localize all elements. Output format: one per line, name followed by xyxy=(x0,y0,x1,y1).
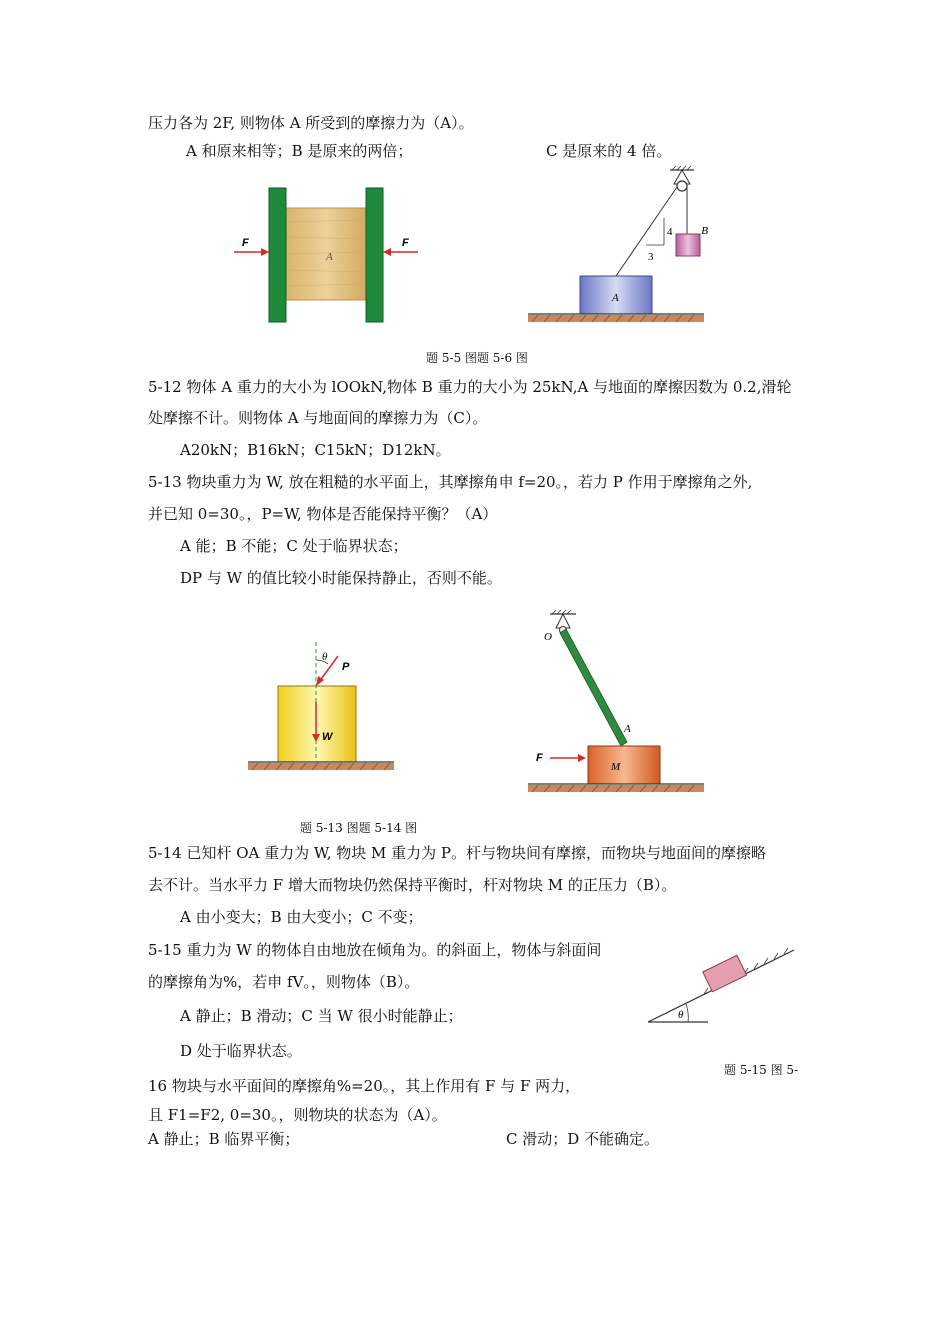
text-line: 5-12 物体 A 重力的大小为 lOOkN,物体 B 重力的大小为 25kN,A 与地面的摩擦因数为 0.2,滑轮 xyxy=(148,378,792,396)
text-line: A 静止；B 滑动；C 当 W 很小时能静止； xyxy=(180,1007,463,1025)
text-line: DP 与 W 的值比较小时能保持静止，否则不能。 xyxy=(180,569,502,587)
text-line: C 滑动；D 不能确定。 xyxy=(506,1130,660,1148)
text-line: 处摩擦不计。则物体 A 与地面间的摩擦力为（C）。 xyxy=(148,409,488,427)
f-label: F xyxy=(536,752,543,764)
text-line: 去不计。当水平力 F 增大而物块仍然保持平衡时，杆对物块 M 的正压力（B）。 xyxy=(148,876,677,894)
right-plate xyxy=(366,188,383,322)
theta-label: θ xyxy=(322,651,328,663)
figure-5-13 xyxy=(246,640,396,774)
w-label: W xyxy=(322,731,333,743)
text-line: A20kN；B16kN；C15kN；D12kN。 xyxy=(180,441,451,459)
slope-3: 3 xyxy=(648,251,654,263)
figure-caption: 题 5-5 图题 5-6 图 xyxy=(426,351,528,365)
text-line: 压力各为 2F, 则物体 A 所受到的摩擦力为（A）。 xyxy=(148,114,474,132)
block-b xyxy=(676,234,700,256)
text-line: A 静止；B 临界平衡； xyxy=(148,1130,300,1148)
figure-5-5 xyxy=(228,182,438,324)
theta-label: θ xyxy=(678,1009,684,1021)
m-label: M xyxy=(611,761,621,773)
rod-oa xyxy=(560,629,627,746)
text-line-clipped: C 是原来的 4 倍。 xyxy=(546,142,672,160)
text-line: 5-14 已知杆 OA 重力为 W, 物块 M 重力为 P。杆与物块间有摩擦，而物块与地面间的摩擦略 xyxy=(148,844,766,862)
text-line: D 处于临界状态。 xyxy=(180,1042,302,1060)
text-line-clipped: A 和原来相等；B 是原来的两倍； xyxy=(186,142,413,160)
force-label-left: F xyxy=(242,237,249,249)
label-a: A xyxy=(612,292,619,304)
incline-block xyxy=(703,955,747,991)
text-line: 并已知 0=30。，P=W, 物体是否能保持平衡？（A） xyxy=(148,505,498,523)
left-plate xyxy=(269,188,286,322)
p-label: P xyxy=(342,661,350,673)
text-line: 5-13 物块重力为 W, 放在粗糙的水平面上，其摩擦角申 f=20。，若力 P 作用于摩擦角之外, xyxy=(148,473,753,491)
text-line: 16 物块与水平面间的摩擦角%=20。，其上作用有 F 与 F 两力， xyxy=(148,1077,581,1095)
a-label: A xyxy=(624,723,631,735)
text-line: A 能；B 不能；C 处于临界状态； xyxy=(180,537,408,555)
figure-5-14 xyxy=(526,608,706,798)
block-m xyxy=(588,746,660,784)
block-label: A xyxy=(326,251,333,263)
yellow-block xyxy=(278,686,356,762)
text-line: 的摩擦角为%，若申 fV。，则物体（B）。 xyxy=(148,973,420,991)
figure-caption: 题 5-15 图 5- xyxy=(724,1063,799,1077)
figure-5-15 xyxy=(644,944,798,1028)
force-label-right: F xyxy=(402,237,409,249)
slope-4: 4 xyxy=(667,226,673,238)
text-line: A 由小变大；B 由大变小；C 不变； xyxy=(180,908,423,926)
figure-5-6 xyxy=(526,166,706,328)
label-b: B xyxy=(701,225,708,237)
o-label: O xyxy=(544,631,552,643)
text-line: 5-15 重力为 W 的物体自由地放在倾角为。的斜面上，物体与斜面间 xyxy=(148,941,602,959)
figure-caption-clipped: 题 5-13 图题 5-14 图 xyxy=(300,821,418,835)
text-line: 且 F1=F2, 0=30。，则物块的状态为（A）。 xyxy=(148,1106,447,1124)
